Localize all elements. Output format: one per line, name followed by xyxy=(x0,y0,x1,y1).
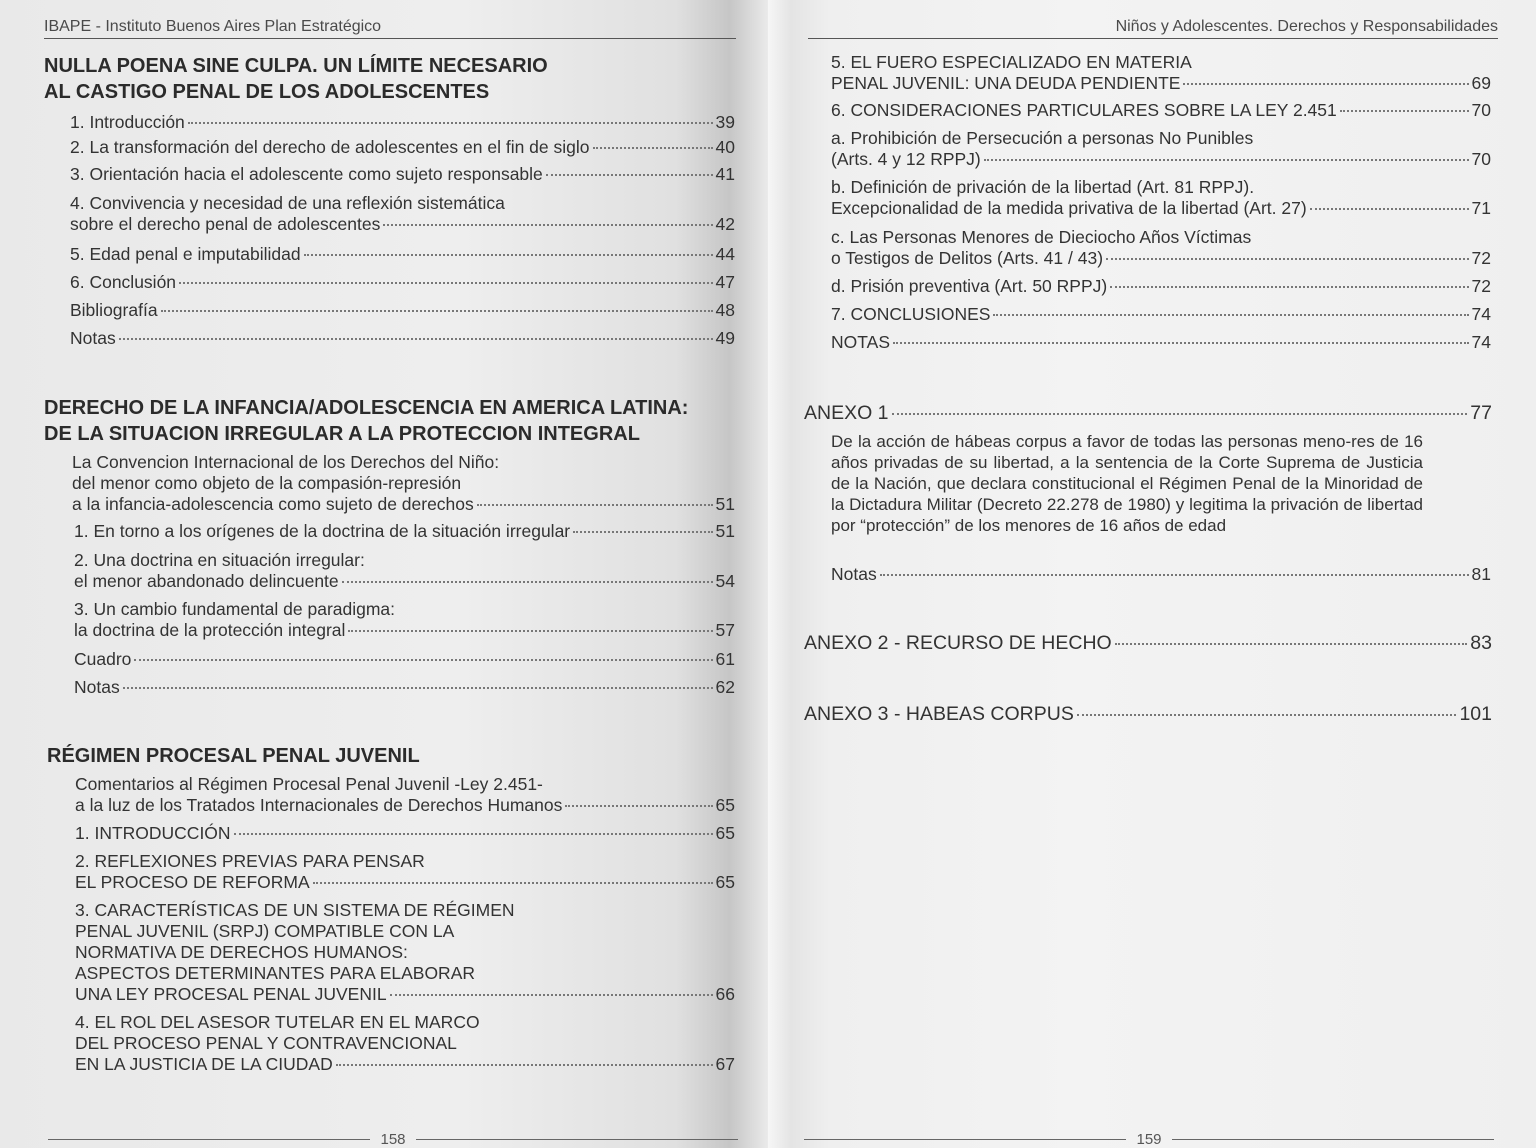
right-page xyxy=(768,0,1536,1148)
toc-entry[interactable]: 5. Edad penal e imputabilidad 44 xyxy=(70,244,735,264)
toc-entry[interactable]: 1. En torno a los orígenes de la doctrina de la situación irregular 51 xyxy=(74,521,735,541)
toc-entry-anexo-2[interactable]: ANEXO 2 - RECURSO DE HECHO 83 xyxy=(804,632,1492,654)
toc-entry[interactable]: 3. CARACTERÍSTICAS DE UN SISTEMA DE RÉGIMEN PENAL JUVENIL (SRPJ) COMPATIBLE CON LA NORMATIVA DE DERECHOS HUMANOS: ASPECTOS DETERMINANTES PARA ELABORAR UNA LEY PROCESAL PENAL JUVENIL 66 xyxy=(75,900,735,1004)
toc-entry-anexo-1-notas[interactable]: Notas 81 xyxy=(831,564,1491,584)
toc-entry[interactable]: 6. Conclusión 47 xyxy=(70,272,735,292)
toc-entry[interactable]: a. Prohibición de Persecución a personas No Punibles (Arts. 4 y 12 RPPJ) 70 xyxy=(831,128,1491,169)
toc-entry[interactable]: 2. La transformación del derecho de adolescentes en el fin de siglo 40 xyxy=(70,137,735,157)
toc-entry[interactable]: 4. Convivencia y necesidad de una reflexión sistemática sobre el derecho penal de adolescentes 42 xyxy=(70,193,735,234)
toc-entry[interactable]: NOTAS 74 xyxy=(831,332,1491,352)
toc-entry[interactable]: c. Las Personas Menores de Dieciocho Años Víctimas o Testigos de Delitos (Arts. 41 / 43) 72 xyxy=(831,227,1491,268)
page-number: 158 xyxy=(380,1130,406,1148)
toc-entry-anexo-1[interactable]: ANEXO 1 77 xyxy=(804,402,1492,424)
right-page-footer xyxy=(804,1130,1494,1148)
section-title-regimen-procesal: RÉGIMEN PROCESAL PENAL JUVENIL xyxy=(47,745,420,767)
toc-entry[interactable]: 6. CONSIDERACIONES PARTICULARES SOBRE LA LEY 2.451 70 xyxy=(831,100,1491,120)
right-header-rule xyxy=(808,38,1498,39)
section-title-nulla-poena: NULLA POENA SINE CULPA. UN LÍMITE NECESARIO AL CASTIGO PENAL DE LOS ADOLESCENTES xyxy=(44,55,548,103)
toc-entry[interactable]: 1. INTRODUCCIÓN 65 xyxy=(75,823,735,843)
toc-entry[interactable]: Notas 62 xyxy=(74,677,735,697)
toc-entry[interactable]: 2. Una doctrina en situación irregular: el menor abandonado delincuente 54 xyxy=(74,550,735,591)
toc-entry[interactable]: 3. Un cambio fundamental de paradigma: la doctrina de la protección integral 57 xyxy=(74,599,735,640)
toc-entry[interactable]: La Convencion Internacional de los Derechos del Niño: del menor como objeto de la compasión-represión a la infancia-adolescencia como sujeto de derechos 51 xyxy=(72,452,735,514)
toc-entry[interactable]: Comentarios al Régimen Procesal Penal Juvenil -Ley 2.451- a la luz de los Tratados Internacionales de Derechos Humanos 65 xyxy=(75,774,735,815)
toc-entry[interactable]: Notas 49 xyxy=(70,328,735,348)
toc-entry[interactable]: Cuadro 61 xyxy=(74,649,735,669)
toc-entry[interactable]: b. Definición de privación de la libertad (Art. 81 RPPJ). Excepcionalidad de la medida privativa de la libertad (Art. 27) 71 xyxy=(831,177,1491,218)
toc-entry[interactable]: 4. EL ROL DEL ASESOR TUTELAR EN EL MARCO DEL PROCESO PENAL Y CONTRAVENCIONAL EN LA JUSTICIA DE LA CIUDAD 67 xyxy=(75,1012,735,1074)
right-page-header: Niños y Adolescentes. Derechos y Responsabilidades xyxy=(1115,18,1498,35)
left-page-footer xyxy=(48,1130,738,1148)
page-number: 159 xyxy=(1136,1130,1162,1148)
toc-entry[interactable]: 1. Introducción 39 xyxy=(70,112,735,132)
anexo-1-description: De la acción de hábeas corpus a favor de todas las personas meno-res de 16 años privadas de su libertad, a la sentencia de la Corte Suprema de Justicia de la Nación, que declara constitucional el Régimen Penal de la Minoridad de la Dictadura Militar (Decreto 22.278 de 1980) y legitima la privación de libertad por “protección” de los menores de 16 años de edad xyxy=(831,432,1423,535)
toc-entry-anexo-3[interactable]: ANEXO 3 - HABEAS CORPUS 101 xyxy=(804,703,1492,725)
toc-entry[interactable]: d. Prisión preventiva (Art. 50 RPPJ) 72 xyxy=(831,276,1491,296)
toc-entry[interactable]: 5. EL FUERO ESPECIALIZADO EN MATERIA PENAL JUVENIL: UNA DEUDA PENDIENTE 69 xyxy=(831,52,1491,93)
left-page-header: IBAPE - Instituto Buenos Aires Plan Estratégico xyxy=(44,18,382,35)
left-header-rule xyxy=(44,38,736,39)
toc-entry[interactable]: 3. Orientación hacia el adolescente como sujeto responsable 41 xyxy=(70,164,735,184)
toc-entry[interactable]: Bibliografía 48 xyxy=(70,300,735,320)
toc-entry[interactable]: 7. CONCLUSIONES 74 xyxy=(831,304,1491,324)
toc-entry[interactable]: 2. REFLEXIONES PREVIAS PARA PENSAR EL PROCESO DE REFORMA 65 xyxy=(75,851,735,892)
section-title-derecho-infancia: DERECHO DE LA INFANCIA/ADOLESCENCIA EN AMERICA LATINA: DE LA SITUACION IRREGULAR A LA PROTECCION INTEGRAL xyxy=(44,397,689,445)
